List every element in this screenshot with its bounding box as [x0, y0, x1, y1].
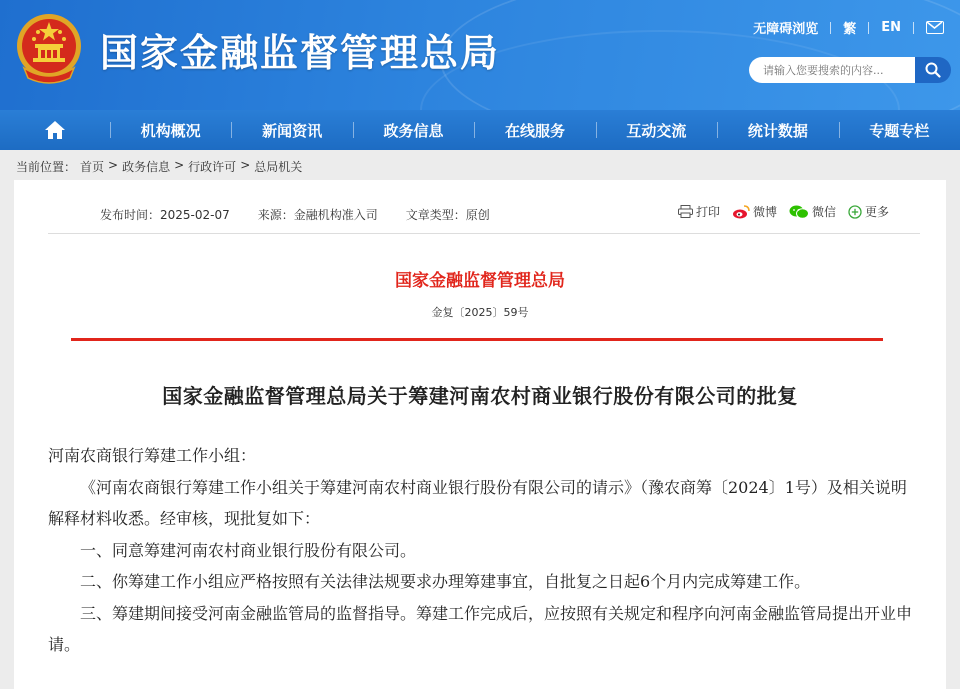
weibo-icon: [732, 205, 750, 219]
english-link[interactable]: EN: [881, 20, 901, 35]
weibo-label: 微博: [753, 205, 778, 219]
breadcrumb-separator: >: [108, 158, 119, 172]
search-input[interactable]: [749, 57, 917, 83]
home-icon: [44, 120, 66, 140]
breadcrumb-admin-license[interactable]: 行政许可: [188, 160, 237, 174]
breadcrumb-separator: >: [240, 158, 251, 172]
traditional-chinese-link[interactable]: 繁: [843, 22, 857, 37]
national-emblem-icon[interactable]: [14, 12, 84, 86]
article-meta: [100, 206, 490, 223]
breadcrumb-government-info[interactable]: 政务信息: [122, 160, 171, 174]
paragraph-2: 一、同意筹建河南农村商业银行股份有限公司。: [80, 540, 417, 560]
breadcrumb-home[interactable]: 首页: [80, 160, 105, 174]
document-title: 国家金融监督管理总局关于筹建河南农村商业银行股份有限公司的批复: [162, 384, 798, 408]
breadcrumb: [16, 158, 302, 175]
wechat-label: 微信: [812, 205, 837, 219]
more-label: 更多: [865, 205, 890, 219]
document-number: 金复〔2025〕59号: [431, 306, 529, 319]
salutation: 河南农商银行筹建工作小组：: [48, 446, 257, 465]
wechat-share-button[interactable]: [789, 203, 836, 220]
more-share-button[interactable]: [848, 203, 889, 220]
weibo-share-button[interactable]: [732, 203, 777, 220]
breadcrumb-headquarters[interactable]: 总局机关: [254, 160, 303, 174]
site-title[interactable]: 国家金融监督管理总局: [100, 31, 501, 75]
nav-item-news[interactable]: 新闻资讯: [231, 110, 352, 150]
main-nav: [0, 110, 960, 150]
nav-item-government-info[interactable]: 政务信息: [353, 110, 474, 150]
paragraph-4: 三、筹建期间接受河南金融监管局的监督指导。筹建工作完成后，应按照有关规定和程序向河南金融监管局提出开业申请。: [48, 603, 913, 654]
paragraph-1: 《河南农商银行筹建工作小组关于筹建河南农村商业银行股份有限公司的请示》（豫农商筹〔2024〕1号）及相关说明解释材料收悉。经审核，现批复如下：: [48, 477, 907, 528]
red-header-rule: [71, 338, 883, 341]
accessibility-link[interactable]: 无障碍浏览: [753, 22, 819, 37]
plus-circle-icon: [848, 205, 862, 219]
print-button[interactable]: [678, 203, 720, 220]
divider: [868, 22, 869, 34]
share-bar: [678, 203, 889, 220]
site-header: [0, 0, 960, 110]
nav-item-interaction[interactable]: 互动交流: [596, 110, 717, 150]
nav-item-statistics[interactable]: 统计数据: [717, 110, 838, 150]
meta-divider: [48, 233, 920, 234]
nav-item-about[interactable]: 机构概况: [110, 110, 231, 150]
mail-icon[interactable]: [926, 21, 944, 34]
print-label: 打印: [696, 205, 721, 219]
wechat-icon: [789, 205, 809, 219]
article-type: 文章类型：原创: [405, 208, 490, 222]
breadcrumb-label: 当前位置：: [16, 160, 77, 174]
document-body: [48, 440, 912, 661]
article-source: 来源：金融机构准入司: [257, 208, 378, 222]
paragraph-3: 二、你筹建工作小组应严格按照有关法律法规要求办理筹建事宜，自批复之日起6个月内完成筹建工作。: [80, 572, 811, 591]
breadcrumb-separator: >: [174, 158, 185, 172]
nav-item-online-service[interactable]: 在线服务: [474, 110, 595, 150]
search-icon: [925, 62, 941, 78]
search-button[interactable]: [915, 57, 951, 83]
publish-date: 发布时间：2025-02-07: [100, 208, 230, 222]
divider: [830, 22, 831, 34]
issuing-organization: 国家金融监督管理总局: [395, 271, 565, 291]
article-card: [14, 180, 946, 689]
top-links: [753, 18, 944, 37]
divider: [913, 22, 914, 34]
printer-icon: [678, 205, 693, 218]
nav-item-special-topics[interactable]: 专题专栏: [839, 110, 960, 150]
nav-home[interactable]: [0, 110, 110, 150]
